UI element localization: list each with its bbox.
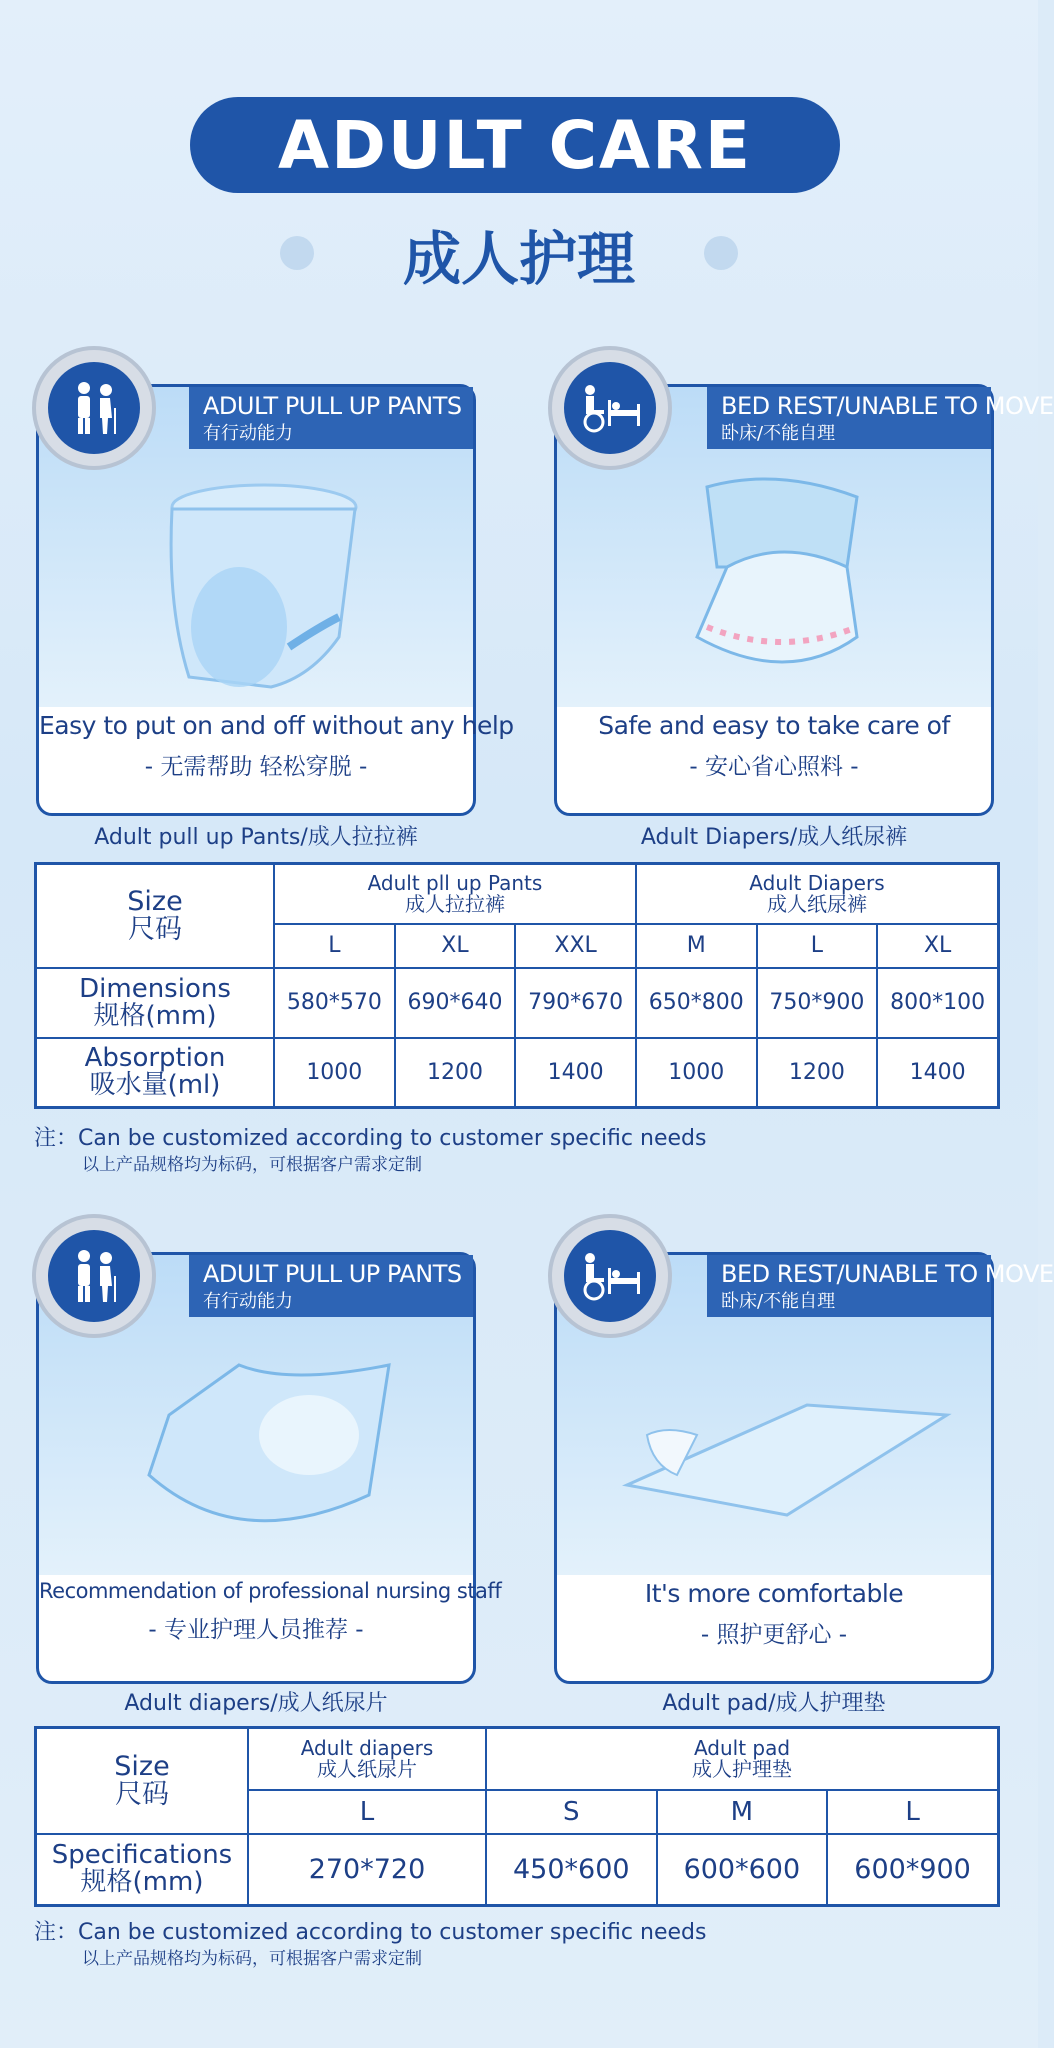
page-title: ADULT CARE [277, 106, 752, 184]
card-title-en: BED REST/UNABLE TO MOVE [721, 1260, 1054, 1288]
customization-note: 注：Can be customized according to customer specific needs 以上产品规格均为标码，可根据客户需求定制 [34, 1126, 707, 1175]
card-title-cn: 有行动能力 [203, 423, 293, 444]
group-header-pull-up: Adult pll up Pants 成人拉拉裤 [274, 864, 636, 924]
absorption-cell: 1200 [757, 1038, 878, 1108]
bed-wheelchair-icon [548, 1214, 672, 1338]
size-cell: L [274, 924, 395, 968]
dim-cell: 690*640 [395, 968, 516, 1038]
group-header-diapers: Adult diapers 成人纸尿片 [248, 1728, 486, 1790]
card-title-en: BED REST/UNABLE TO MOVE [721, 392, 1054, 420]
spec-table-1 [34, 862, 1000, 1109]
absorption-cell: 1200 [395, 1038, 516, 1108]
size-cell: XL [395, 924, 516, 968]
size-cell: S [486, 1790, 657, 1834]
card-header-band [707, 1255, 1054, 1317]
spec-cell: 450*600 [486, 1834, 657, 1906]
spec-cell: 600*600 [657, 1834, 828, 1906]
product-label: Adult diapers/成人纸尿片 [124, 1691, 388, 1716]
product-label: Adult pull up Pants/成人拉拉裤 [94, 825, 418, 850]
dim-cell: 800*100 [877, 968, 998, 1038]
card-header-band [189, 1255, 473, 1317]
spec-cell: 270*720 [248, 1834, 486, 1906]
card-title-cn: 卧床/不能自理 [721, 423, 836, 444]
card-caption [39, 711, 514, 781]
caption-cn: - 照护更舒心 - [700, 1622, 848, 1648]
group-header-pad: Adult pad 成人护理垫 [486, 1728, 999, 1790]
caption-cn: - 专业护理人员推荐 - [148, 1617, 364, 1643]
product-label: Adult Diapers/成人纸尿裤 [640, 825, 908, 850]
caption-en: It's more comfortable [644, 1579, 904, 1608]
size-header: Size 尺码 [36, 864, 275, 968]
absorption-cell: 1400 [877, 1038, 998, 1108]
card-caption [557, 711, 991, 781]
caption-en: Safe and easy to take care of [598, 711, 950, 740]
card-title-cn: 卧床/不能自理 [721, 1291, 836, 1312]
caption-en: Recommendation of professional nursing staff [39, 1579, 502, 1603]
size-header: Size 尺码 [36, 1728, 249, 1834]
elderly-walking-icon [32, 1214, 156, 1338]
card-caption [557, 1579, 991, 1649]
group-header-diapers: Adult Diapers 成人纸尿裤 [636, 864, 999, 924]
size-cell: L [827, 1790, 998, 1834]
absorption-cell: 1400 [515, 1038, 636, 1108]
caption-en: Easy to put on and off without any help [39, 711, 514, 740]
size-cell: XL [877, 924, 998, 968]
customization-note: 注：Can be customized according to customer specific needs 以上产品规格均为标码，可根据客户需求定制 [34, 1920, 707, 1969]
row-label-specifications: Specifications 规格(mm) [36, 1834, 249, 1906]
caption-cn: - 无需帮助 轻松穿脱 - [144, 754, 368, 780]
size-cell: L [248, 1790, 486, 1834]
size-cell: M [636, 924, 757, 968]
card-header-band [707, 387, 1054, 449]
product-label: Adult pad/成人护理垫 [662, 1691, 886, 1716]
card-header-band [189, 387, 473, 449]
card-caption [39, 1579, 502, 1644]
spec-cell: 600*900 [827, 1834, 998, 1906]
dim-cell: 580*570 [274, 968, 395, 1038]
card-title-cn: 有行动能力 [203, 1291, 293, 1312]
dim-cell: 790*670 [515, 968, 636, 1038]
page-subtitle: 成人护理 [402, 225, 635, 293]
size-cell: M [657, 1790, 828, 1834]
elderly-walking-icon [32, 346, 156, 470]
bed-wheelchair-icon [548, 346, 672, 470]
size-cell: L [757, 924, 878, 968]
absorption-cell: 1000 [636, 1038, 757, 1108]
header-banner [190, 97, 840, 193]
absorption-cell: 1000 [274, 1038, 395, 1108]
card-title-en: ADULT PULL UP PANTS [203, 1260, 462, 1288]
caption-cn: - 安心省心照料 - [689, 754, 859, 780]
dim-cell: 750*900 [757, 968, 878, 1038]
row-label-absorption: Absorption 吸水量(ml) [36, 1038, 275, 1108]
dim-cell: 650*800 [636, 968, 757, 1038]
size-cell: XXL [515, 924, 636, 968]
row-label-dimensions: Dimensions 规格(mm) [36, 968, 275, 1038]
card-title-en: ADULT PULL UP PANTS [203, 392, 462, 420]
spec-table-2 [34, 1726, 1000, 1907]
